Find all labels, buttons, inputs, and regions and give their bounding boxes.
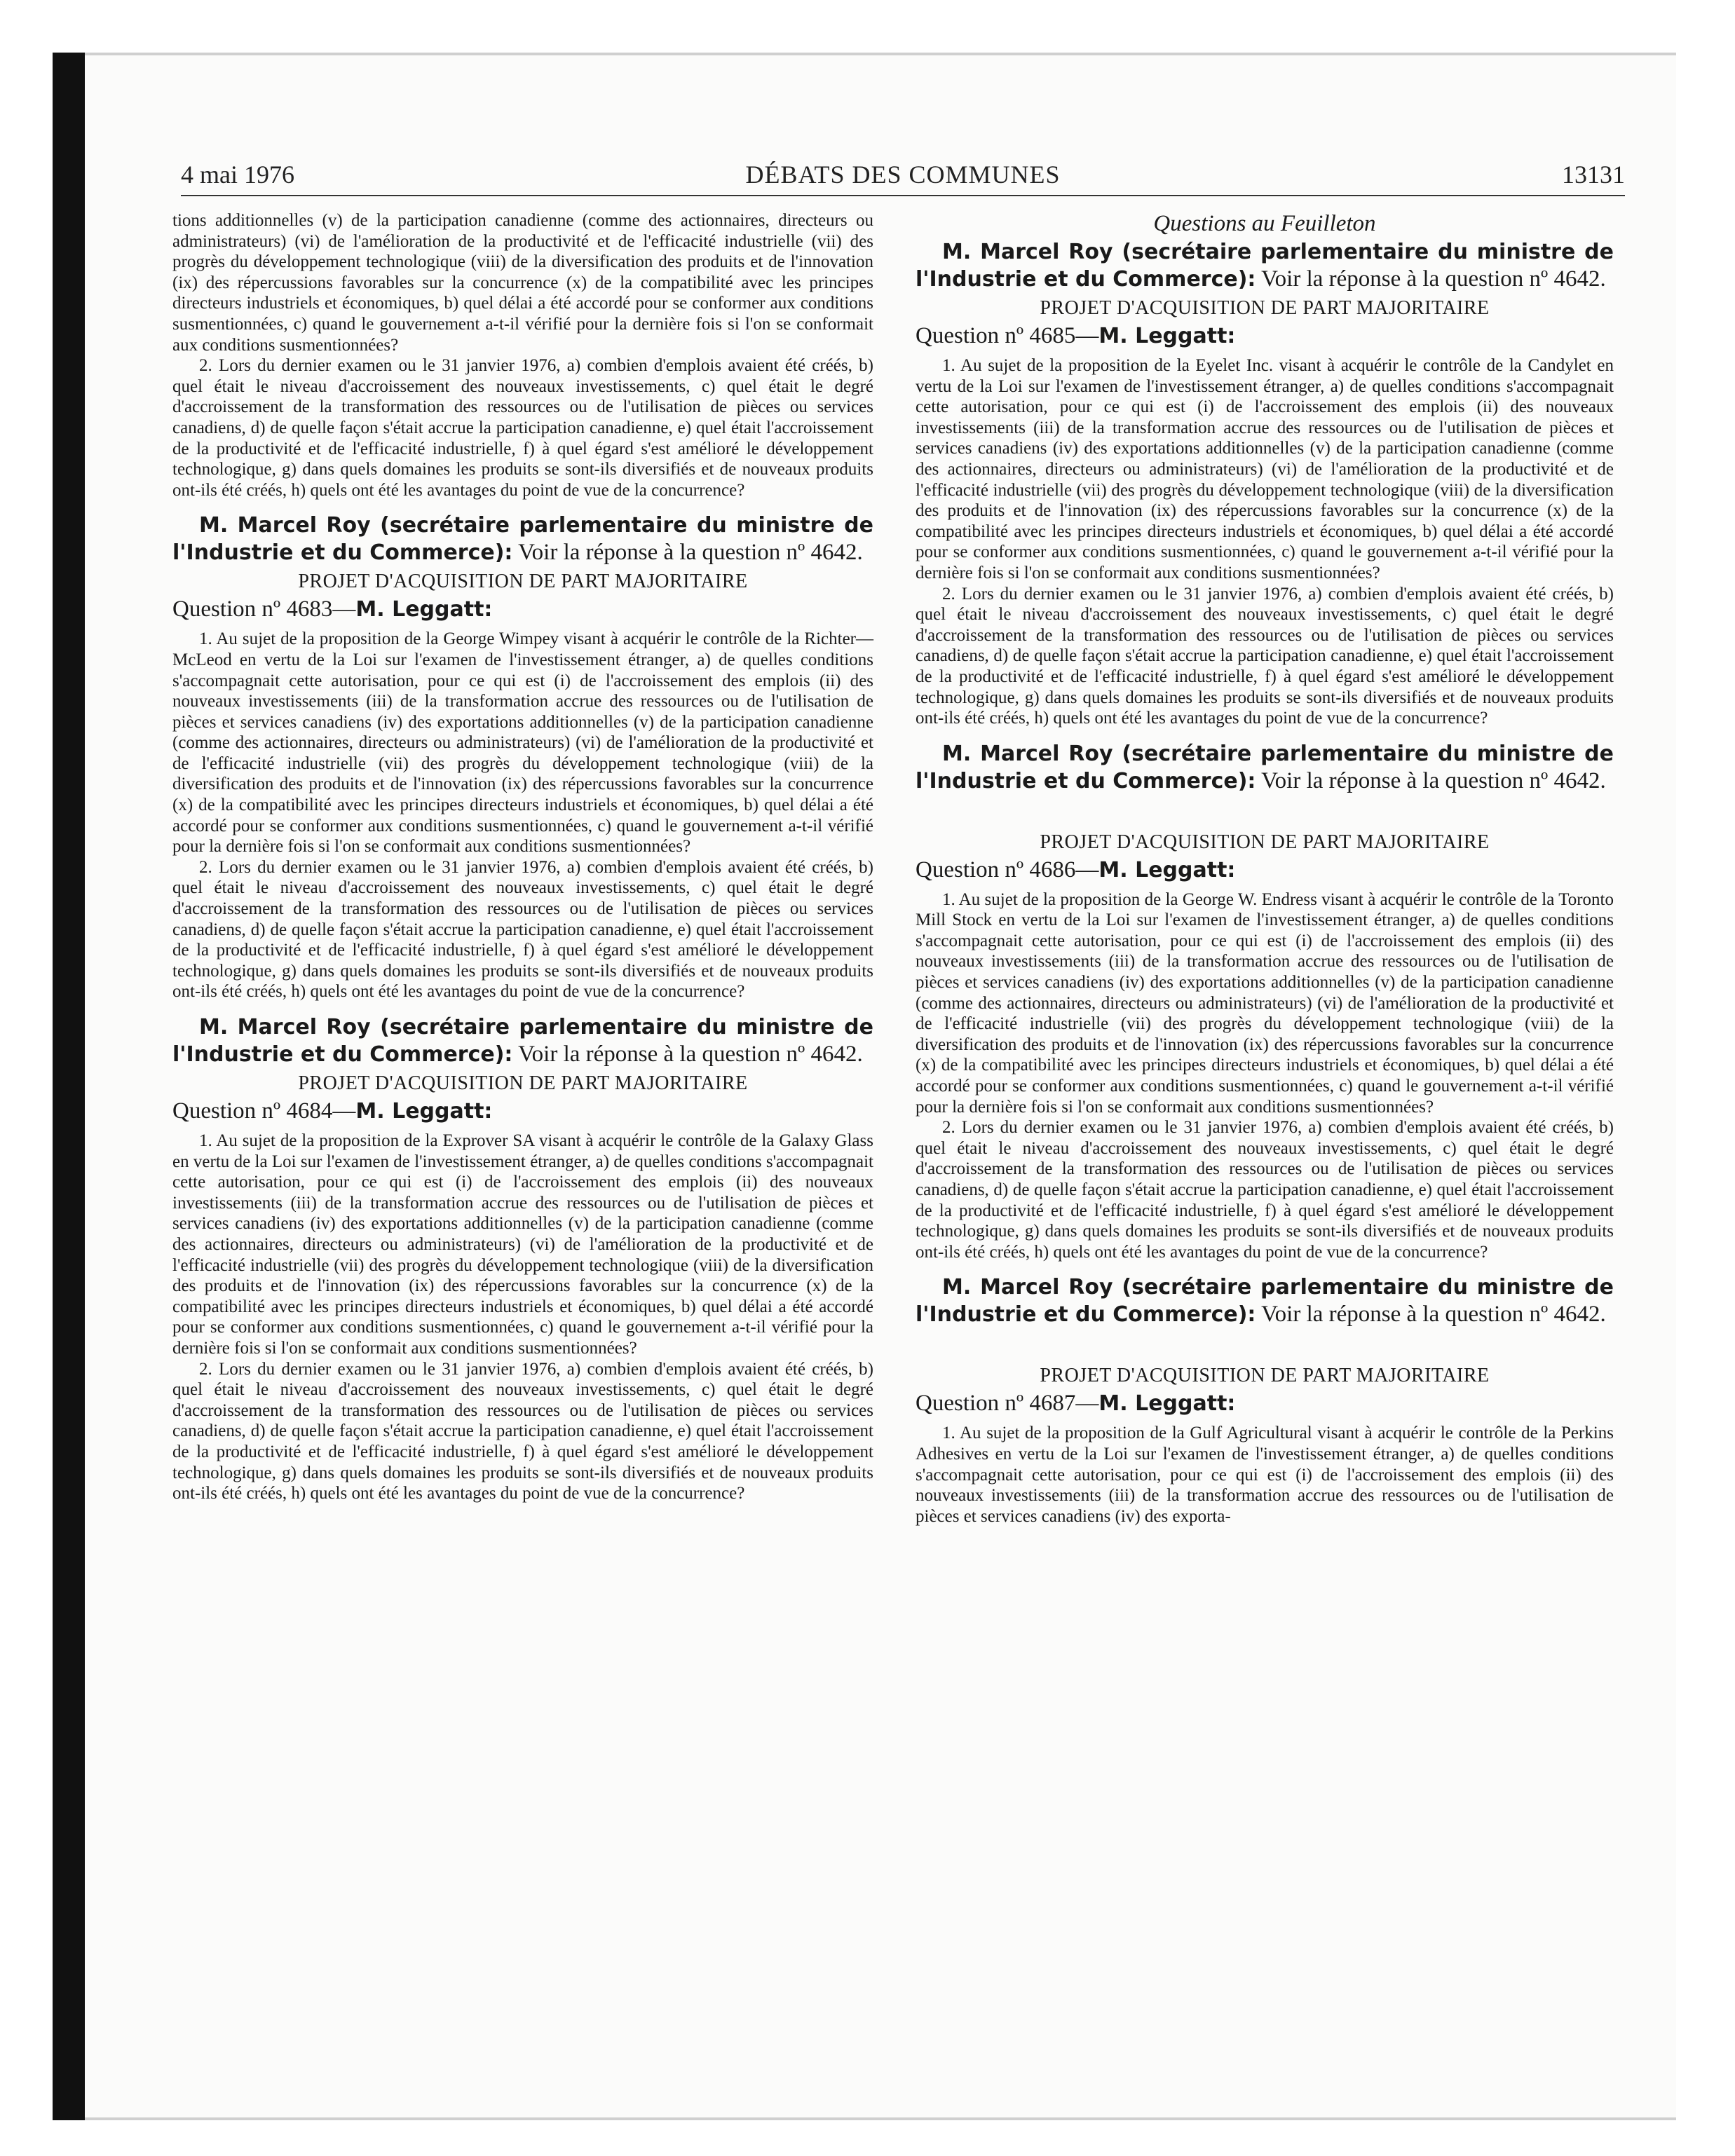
- question-member: M. Leggatt:: [355, 597, 493, 622]
- question-paragraph-2: 2. Lors du dernier examen ou le 31 janvier 1976, a) combien d'emplois avaient été créés, b) quel était le niveau d'accroissement des nouveaux investissements, c) quel était le degré d'accroissement de la transformation des ressources ou de l'utilisation de pièces ou services canadiens, d) de quelle façon s'était accrue la participation canadienne, e) quel était l'accroissement de la productivité et de l'efficacité industrielle, f) à quel égard s'est amélioré le développement technologique, g) dans quels domaines les produits se sont-ils diversifiés et de nouveaux produits ont-ils été créés, h) quels ont été les avantages du point de vue de la concurrence?: [172, 1359, 873, 1503]
- question-number: Question nº 4684—: [172, 1098, 356, 1124]
- section-heading: Questions au Feuilleton: [1153, 211, 1376, 236]
- question-number: Question nº 4686—: [916, 857, 1099, 882]
- question-member: M. Leggatt:: [355, 1099, 493, 1124]
- answer-speaker: M. Marcel Roy (secrétaire parlementaire du ministre de l'Industrie et du Commerce):: [916, 240, 1614, 292]
- section-caption: PROJET D'ACQUISITION DE PART MAJORITAIRE: [298, 571, 748, 593]
- answer-block: [916, 1274, 1614, 1328]
- section-caption: PROJET D'ACQUISITION DE PART MAJORITAIRE: [298, 1072, 748, 1094]
- scan-bottom-edge: [85, 2117, 1676, 2120]
- question-member: M. Leggatt:: [1098, 857, 1236, 882]
- section-caption: PROJET D'ACQUISITION DE PART MAJORITAIRE: [1040, 1365, 1490, 1387]
- answer-block: [172, 1014, 873, 1068]
- spacer: [916, 1331, 1614, 1360]
- question-paragraph-2: 2. Lors du dernier examen ou le 31 janvier 1976, a) combien d'emplois avaient été créés, b) quel était le niveau d'accroissement des nouveaux investissements, c) quel était le degré d'accroissement de la transformation des ressources ou de l'utilisation de pièces ou services canadiens, d) de quelle façon s'était accrue la participation canadienne, e) quel était l'accroissement de la productivité et de l'efficacité industrielle, f) à quel égard s'est amélioré le développement technologique, g) dans quels domaines les produits se sont-ils diversifiés et de nouveaux produits ont-ils été créés, h) quels ont été les avantages du point de vue de la concurrence?: [916, 584, 1614, 728]
- question-heading-4685: [916, 322, 1614, 350]
- left-column: [172, 210, 873, 1504]
- question-heading-4686: [916, 857, 1614, 884]
- question-paragraph-1: 1. Au sujet de la proposition de la George Wimpey visant à acquérir le contrôle de la Richter—McLeod en vertu de la Loi sur l'examen de l'investissement étranger, a) de quelles conditions s'accompagnait cette autorisation, pour ce qui est (i) de l'accroissement des emplois (ii) des nouveaux investissements (iii) de la transformation accrue des ressources ou de l'utilisation de pièces et services canadiens (iv) des exportations additionnelles (v) de la participation canadienne (comme des actionnaires, directeurs ou administrateurs) (vi) de l'amélioration de la productivité et de l'efficacité industrielle (vii) des progrès du développement technologique (viii) de la diversification des produits et de l'innovation (ix) des répercussions favorables sur la concurrence (x) de la compatibilité avec les principes directeurs industriels et économiques, b) quel délai a été accordé pour se conformer aux conditions susmentionnées, c) quand le gouvernement a-t-il vérifié pour la dernière fois si l'on se conformait aux conditions susmentionnées?: [172, 629, 873, 857]
- question-paragraph-2: 2. Lors du dernier examen ou le 31 janvier 1976, a) combien d'emplois avaient été créés, b) quel était le niveau d'accroissement des nouveaux investissements, c) quel était le degré d'accroissement de la transformation des ressources ou de l'utilisation de pièces ou services canadiens, d) de quelle façon s'était accrue la participation canadienne, e) quel était l'accroissement de la productivité et de l'efficacité industrielle, f) à quel égard s'est amélioré le développement technologique, g) dans quels domaines les produits se sont-ils diversifiés et de nouveaux produits ont-ils été créés, h) quels ont été les avantages du point de vue de la concurrence?: [916, 1118, 1614, 1262]
- question-member: M. Leggatt:: [1098, 324, 1236, 348]
- spacer: [916, 798, 1614, 827]
- section-caption: PROJET D'ACQUISITION DE PART MAJORITAIRE: [1040, 831, 1490, 853]
- answer-text: Voir la réponse à la question nº 4642.: [1261, 767, 1606, 793]
- answer-block: [172, 512, 873, 566]
- question-paragraph-1: 1. Au sujet de la proposition de la Exprover SA visant à acquérir le contrôle de la Galaxy Glass en vertu de la Loi sur l'examen de l'investissement étranger, a) de quelles conditions s'accompagnait cette autorisation, pour ce qui est (i) de l'accroissement des emplois (ii) des nouveaux investissements (iii) de la transformation accrue des ressources ou de l'utilisation de pièces et services canadiens (iv) des exportations additionnelles (v) de la participation canadienne (comme des actionnaires, directeurs ou administrateurs) (vi) de l'amélioration de la productivité et de l'efficacité industrielle (vii) des progrès du développement technologique (viii) de la diversification des produits et de l'innovation (ix) des répercussions favorables sur la concurrence (x) de la compatibilité avec les principes directeurs industriels et économiques, b) quel délai a été accordé pour se conformer aux conditions susmentionnées, c) quand le gouvernement a-t-il vérifié pour la dernière fois si l'on se conformait aux conditions susmentionnées?: [172, 1131, 873, 1358]
- question-member: M. Leggatt:: [1098, 1391, 1236, 1417]
- header-page-number: 13131: [1562, 161, 1625, 189]
- question-paragraph-1: 1. Au sujet de la proposition de la Gulf Agricultural visant à acquérir le contrôle de la Perkins Adhesives en vertu de la Loi sur l'examen de l'investissement étranger, a) de quelles conditions s'accompagnait cette autorisation, pour ce qui est (i) de l'accroissement des emplois (ii) des nouveaux investissements (iii) de la transformation accrue des ressources ou de l'utilisation de pièces et services canadiens (iv) des exporta-: [916, 1424, 1614, 1526]
- question-number: Question nº 4683—: [172, 596, 356, 622]
- question-paragraph-1: 1. Au sujet de la proposition de la George W. Endress visant à acquérir le contrôle de la Toronto Mill Stock en vertu de la Loi sur l'examen de l'investissement étranger, a) de quelles conditions s'accompagnait cette autorisation, pour ce qui est (i) de l'accroissement des emplois (ii) des nouveaux investissements (iii) de la transformation accrue des ressources ou de l'utilisation de pièces et services canadiens (iv) des exportations additionnelles (v) de la participation canadienne (comme des actionnaires, directeurs ou administrateurs) (vi) de l'amélioration de la productivité et de l'efficacité industrielle (vii) des progrès du développement technologique (viii) de la diversification des produits et de l'innovation (ix) des répercussions favorables sur la concurrence (x) de la compatibilité avec les principes directeurs industriels et économiques, b) quel délai a été accordé pour se conformer aux conditions susmentionnées, c) quand le gouvernement a-t-il vérifié pour la dernière fois si l'on se conformait aux conditions susmentionnées?: [916, 889, 1614, 1117]
- page-header: [181, 160, 1625, 196]
- answer-speaker: M. Marcel Roy (secrétaire parlementaire du ministre de l'Industrie et du Commerce):: [172, 1015, 873, 1067]
- header-title: DÉBATS DES COMMUNES: [745, 161, 1061, 189]
- scan-edge-bar: [53, 53, 85, 2120]
- header-rule: [181, 195, 1625, 196]
- header-date: 4 mai 1976: [181, 161, 294, 189]
- question-paragraph-1: 1. Au sujet de la proposition de la Eyelet Inc. visant à acquérir le contrôle de la Candylet en vertu de la Loi sur l'examen de l'investissement étranger, a) de quelles conditions s'accompagnait cette autorisation, pour ce qui est (i) de l'accroissement des emplois (ii) des nouveaux investissements (iii) de la transformation accrue des ressources ou de l'utilisation de pièces et services canadiens (iv) des exportations additionnelles (v) de la participation canadienne (comme des actionnaires, directeurs ou administrateurs) (vi) de l'amélioration de la productivité et de l'efficacité industrielle (vii) des progrès du développement technologique (viii) de la diversification des produits et de l'innovation (ix) des répercussions favorables sur la concurrence (x) de la compatibilité avec les principes directeurs industriels et économiques, b) quel délai a été accordé pour se conformer aux conditions susmentionnées, c) quand le gouvernement a-t-il vérifié pour la dernière fois si l'on se conformait aux conditions susmentionnées?: [916, 356, 1614, 582]
- question-paragraph-2: 2. Lors du dernier examen ou le 31 janvier 1976, a) combien d'emplois avaient été créés, b) quel était le niveau d'accroissement des nouveaux investissements, c) quel était le degré d'accroissement de la transformation des ressources ou de l'utilisation de pièces ou services canadiens, d) de quelle façon s'était accrue la participation canadienne, e) quel était l'accroissement de la productivité et de l'efficacité industrielle, f) à quel égard s'est amélioré le développement technologique, g) dans quels domaines les produits se sont-ils diversifiés et de nouveaux produits ont-ils été créés, h) quels ont été les avantages du point de vue de la concurrence?: [172, 356, 873, 500]
- continued-paragraph: tions additionnelles (v) de la participation canadienne (comme des actionnaires, directeurs ou administrateurs) (vi) de l'amélioration de la productivité et de l'efficacité industrielle (vii) des progrès du développement technologique (viii) de la diversification des produits et de l'innovation (ix) des répercussions favorables sur la concurrence (x) de la compatibilité avec les principes directeurs industriels et économiques, b) quel délai a été accordé pour se conformer aux conditions susmentionnées, c) quand le gouvernement a-t-il vérifié pour la dernière fois si l'on se conformait aux conditions susmentionnées?: [172, 211, 873, 355]
- question-heading-4684: [172, 1098, 873, 1125]
- question-paragraph-2: 2. Lors du dernier examen ou le 31 janvier 1976, a) combien d'emplois avaient été créés, b) quel était le niveau d'accroissement des nouveaux investissements, c) quel était le degré d'accroissement de la transformation des ressources ou de l'utilisation de pièces ou services canadiens, d) de quelle façon s'était accrue la participation canadienne, e) quel était l'accroissement de la productivité et de l'efficacité industrielle, f) à quel égard s'est amélioré le développement technologique, g) dans quels domaines les produits se sont-ils diversifiés et de nouveaux produits ont-ils été créés, h) quels ont été les avantages du point de vue de la concurrence?: [172, 857, 873, 1002]
- question-heading-4683: [172, 596, 873, 623]
- question-heading-4687: [916, 1390, 1614, 1417]
- answer-speaker: M. Marcel Roy (secrétaire parlementaire du ministre de l'Industrie et du Commerce):: [172, 513, 873, 566]
- answer-text: Voir la réponse à la question nº 4642.: [518, 1042, 863, 1067]
- answer-block: [916, 238, 1614, 293]
- right-column: [916, 210, 1614, 1527]
- answer-block: [916, 740, 1614, 795]
- answer-text: Voir la réponse à la question nº 4642.: [1261, 1302, 1606, 1328]
- answer-text: Voir la réponse à la question nº 4642.: [518, 540, 863, 566]
- question-number: Question nº 4685—: [916, 323, 1099, 348]
- answer-speaker: M. Marcel Roy (secrétaire parlementaire du ministre de l'Industrie et du Commerce):: [916, 741, 1614, 793]
- answer-speaker: M. Marcel Roy (secrétaire parlementaire du ministre de l'Industrie et du Commerce):: [916, 1275, 1614, 1328]
- question-number: Question nº 4687—: [916, 1391, 1099, 1417]
- answer-text: Voir la réponse à la question nº 4642.: [1261, 266, 1606, 292]
- scan-top-edge: [85, 53, 1676, 55]
- section-caption: PROJET D'ACQUISITION DE PART MAJORITAIRE: [1040, 297, 1490, 319]
